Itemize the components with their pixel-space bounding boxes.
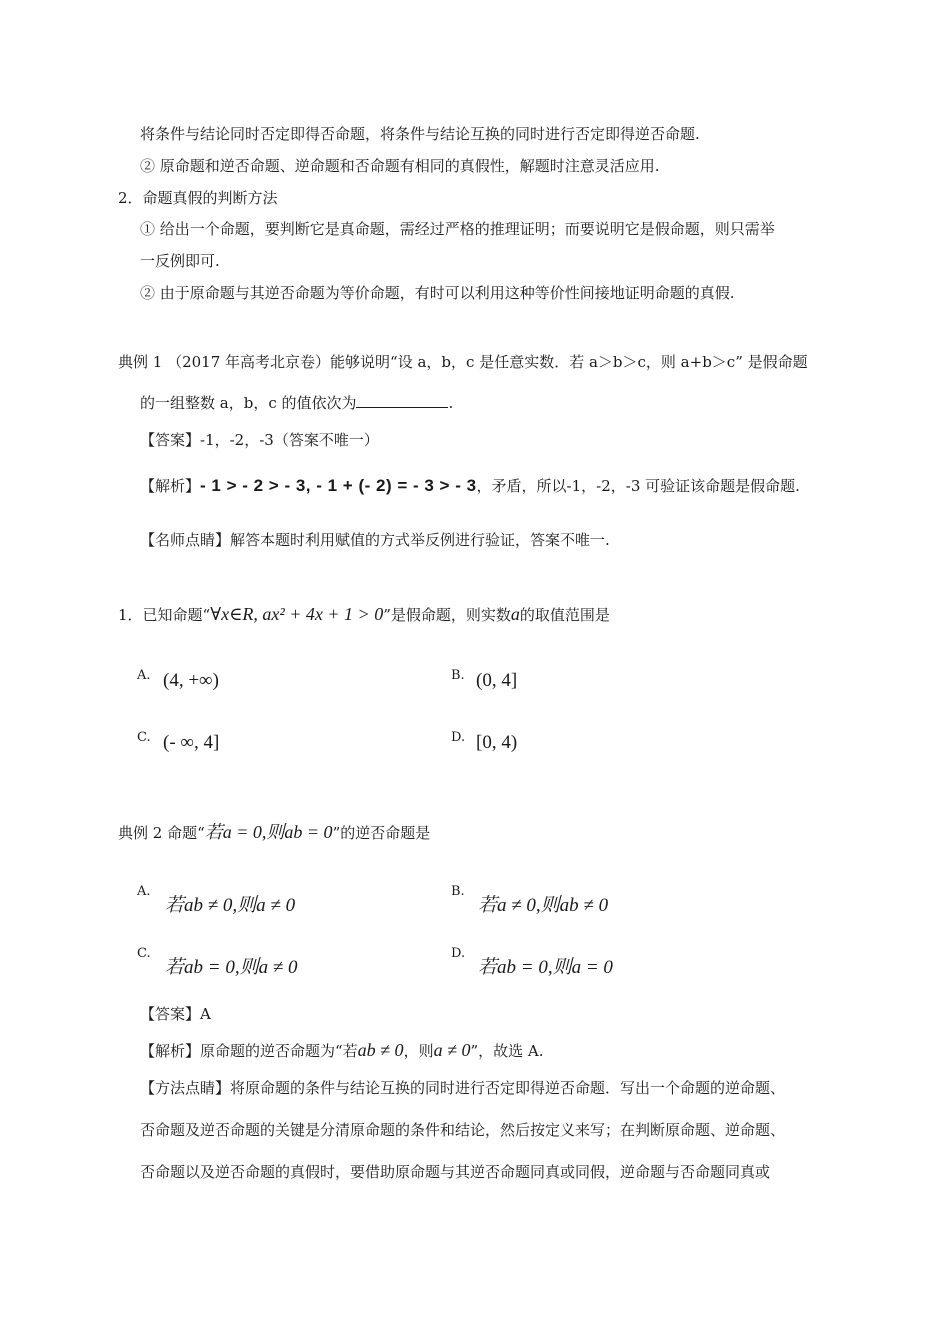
method-tip: 【方法点睛】将原命题的条件与结论互换的同时进行否定即得逆否命题．写出一个命题的逆命题、 <box>140 1079 786 1097</box>
option-d-label[interactable]: D. <box>451 946 466 961</box>
option-d-value[interactable]: 若ab = 0,则a = 0 <box>478 957 613 978</box>
option-a-label[interactable]: A. <box>137 668 151 683</box>
example1-tip: 【名师点睛】解答本题时利用赋值的方式举反例进行验证，答案不唯一. <box>140 531 610 549</box>
question1-stem <box>118 604 610 625</box>
analysis-math: a ≠ 0 <box>433 1040 471 1060</box>
question-math: ∀x∈R, ax² + 4x + 1 > 0 <box>210 604 384 624</box>
option-c-label[interactable]: C. <box>137 946 151 961</box>
text-line: ① 给出一个命题，要判断它是真命题，需经过严格的推理证明；而要说明它是假命题，则只需举 <box>140 220 775 238</box>
option-c-value[interactable]: (- ∞, 4] <box>163 732 220 753</box>
example1-question <box>118 352 808 372</box>
analysis-mid: ，则 <box>403 1042 434 1060</box>
text-line: 将条件与结论同时否定即得否命题，将条件与结论互换的同时进行否定即得逆否命题. <box>140 125 700 143</box>
example2-analysis <box>140 1040 544 1061</box>
example-label: 典例 1 <box>118 353 163 371</box>
question-period: . <box>448 394 454 412</box>
example1-answer: 【答案】-1，-2，-3（答案不唯一） <box>140 431 379 449</box>
method-tip: 否命题及逆否命题的关键是分清原命题的条件和结论，然后按定义来写；在判断原命题、逆命题、 <box>140 1121 786 1139</box>
option-d-value[interactable]: [0, 4) <box>476 732 518 753</box>
example1-analysis <box>140 476 800 496</box>
analysis-math: - 1 > - 2 > - 3, - 1 + (- 2) = - 3 > - 3 <box>200 476 477 495</box>
question-prefix: 命题“ <box>167 824 205 842</box>
option-b-label[interactable]: B. <box>451 884 465 899</box>
option-a-value[interactable]: 若ab ≠ 0,则a ≠ 0 <box>165 895 296 916</box>
question-tail: 的取值范围是 <box>519 606 610 624</box>
analysis-prefix: 【解析】原命题的逆否命题为“若 <box>140 1042 358 1060</box>
text-line: ② 原命题和逆否命题、逆命题和否命题有相同的真假性，解题时注意灵活应用. <box>140 157 660 175</box>
example-source: （2017 年高考北京卷） <box>167 353 331 371</box>
option-c-value[interactable]: 若ab = 0,则a ≠ 0 <box>165 957 298 978</box>
example2-stem <box>118 822 430 843</box>
example-label: 典例 2 <box>118 824 163 842</box>
analysis-suffix: ”，故选 A. <box>470 1042 544 1060</box>
option-b-value[interactable]: 若a ≠ 0,则ab ≠ 0 <box>478 895 609 916</box>
example2-answer: 【答案】A <box>140 1005 211 1023</box>
option-d-label[interactable]: D. <box>451 730 466 745</box>
section-heading: 2．命题真假的判断方法 <box>118 189 278 207</box>
analysis-tag: 【解析】 <box>140 477 201 495</box>
example1-question-cont <box>140 393 453 413</box>
question-suffix: ”的逆否命题是 <box>332 824 431 842</box>
option-c-label[interactable]: C. <box>137 730 151 745</box>
analysis-math: ab ≠ 0 <box>357 1040 404 1060</box>
question-text: 能够说明“设 a，b，c 是任意实数．若 a＞b＞c，则 a+b＞c” 是假命题 <box>330 353 808 371</box>
option-b-value[interactable]: (0, 4] <box>476 670 518 691</box>
option-a-label[interactable]: A. <box>137 884 151 899</box>
question-math: 若a = 0,则ab = 0 <box>204 822 333 842</box>
answer-blank <box>356 393 448 408</box>
text-line: 一反例即可. <box>140 252 220 270</box>
question-var: a <box>510 604 520 624</box>
option-a-value[interactable]: (4, +∞) <box>163 670 219 691</box>
question-prefix: 1．已知命题“ <box>118 606 211 624</box>
analysis-text: ，矛盾，所以-1，-2，-3 可验证该命题是假命题. <box>476 477 800 495</box>
question-text: 的一组整数 a，b，c 的值依次为 <box>140 394 357 412</box>
question-suffix: ”是假命题，则实数 <box>383 606 511 624</box>
method-tip: 否命题以及逆否命题的真假时，要借助原命题与其逆否命题同真或同假，逆命题与否命题同真或 <box>140 1163 771 1181</box>
option-b-label[interactable]: B. <box>451 668 465 683</box>
text-line: ② 由于原命题与其逆否命题为等价命题，有时可以利用这种等价性间接地证明命题的真假. <box>140 284 735 302</box>
